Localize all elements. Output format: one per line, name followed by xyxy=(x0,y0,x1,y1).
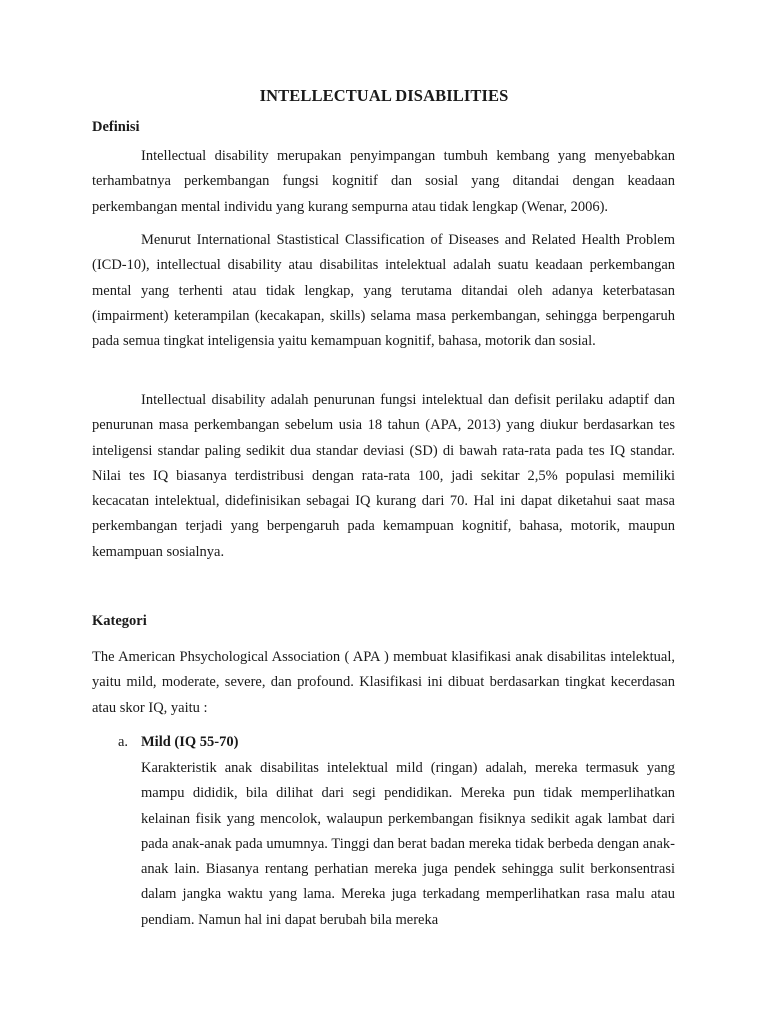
paragraph: Menurut International Stastistical Classification of Diseases and Related Health Problem (ICD-10), intellectual disability atau disabilitas intelektual adalah suatu keadaan perkembangan mental yang terhenti atau tidak lengkap, yang terutama ditandai oleh adanya keterbatasan (impairment) keterampilan (kecakapan, skills) selama masa perkembangan, sehingga berpengaruh pada semua tingkat inteligensia yaitu kemampuan kognitif, bahasa, motorik dan sosial. xyxy=(92,232,675,350)
section-heading-definisi: Definisi xyxy=(92,119,140,135)
paragraph: Intellectual disability adalah penurunan fungsi intelektual dan defisit perilaku adaptif dan penurunan masa perkembangan sebelum usia 18 tahun (APA, 2013) yang diukur berdasarkan tes inteligensi standar paling sedikit dua standar deviasi (SD) di bawah rata-rata pada tes IQ standar. Nilai tes IQ biasanya terdistribusi dengan rata-rata 100, jadi sekitar 2,5% populasi memiliki kecacatan intelektual, didefinisikan sebagai IQ kurang dari 70. Hal ini dapat diketahui saat masa perkembangan terjadi yang berpengaruh pada kemampuan kognitif, bahasa, motorik, maupun kemampuan sosialnya. xyxy=(92,392,675,560)
list-item-body: Karakteristik anak disabilitas intelektual mild (ringan) adalah, mereka termasuk yang mampu dididik, bila dilihat dari segi pendidikan. Mereka pun tidak memperlihatkan kelainan fisik yang mencolok, walaupun perkembangan fisiknya sedikit agak lambat dari pada anak-anak pada umumnya. Tinggi dan berat badan mereka tidak berbeda dengan anak-anak lain. Biasanya rentang perhatian mereka juga pendek sehingga sulit berkonsentrasi dalam jangka waktu yang lama. Mereka juga terkadang memperlihatkan rasa malu atau pendiam. Namun hal ini dapat berubah bila mereka xyxy=(141,760,675,928)
list-item-title: Mild (IQ 55-70) xyxy=(141,734,239,750)
document-title: INTELLECTUAL DISABILITIES xyxy=(259,86,509,105)
paragraph-intro: The American Phsychological Association ( APA ) membuat klasifikasi anak disabilitas intelektual, yaitu mild, moderate, severe, dan profound. Klasifikasi ini dibuat berdasarkan tingkat kecerdasan atau skor IQ, yaitu : xyxy=(92,649,675,716)
paragraph: Intellectual disability merupakan penyimpangan tumbuh kembang yang menyebabkan terhambatnya perkembangan fungsi kognitif dan sosial yang ditandai dengan keadaan perkembangan mental individu yang kurang sempurna atau tidak lengkap (Wenar, 2006). xyxy=(92,148,675,215)
section-heading-kategori: Kategori xyxy=(92,613,147,629)
list-marker: a. xyxy=(118,734,129,750)
